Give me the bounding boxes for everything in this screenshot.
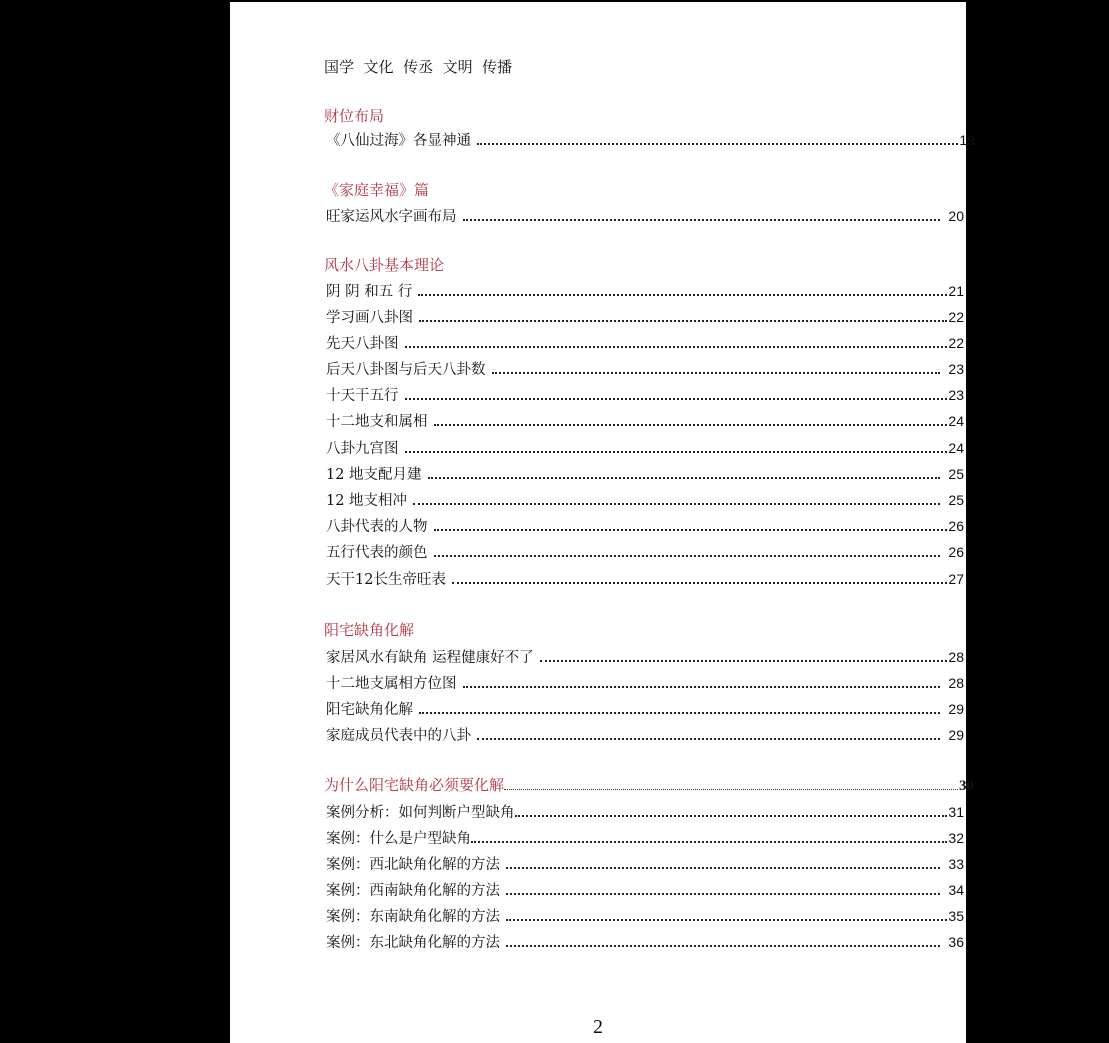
toc-entry[interactable] [326,931,964,951]
toc-entry-title: 12 地支配月建 [326,467,422,483]
toc-entry[interactable] [326,672,964,692]
leader-dots [452,582,947,584]
toc-entry-page: 24 [948,413,964,429]
toc-entry-page: 22 [948,335,964,351]
toc-entry[interactable] [326,410,964,430]
toc-entry[interactable] [326,280,964,300]
toc-entry-page: 21 [948,283,964,299]
toc-entry-title: 案例：西南缺角化解的方法 [326,883,500,899]
toc-entry[interactable] [326,463,964,483]
toc-entry-page: 30 [959,778,974,794]
leader-dots [477,738,940,740]
toc-entry-title: 十天干五行 [326,388,399,404]
leader-dots [418,294,947,296]
leader-dots [540,660,948,662]
leader-dots [405,451,948,453]
toc-entry[interactable] [326,306,964,326]
toc-entry[interactable] [326,437,964,457]
section-title: 《家庭幸福》篇 [324,181,430,199]
toc-entry-title: 旺家运风水字画布局 [326,209,457,225]
leader-dots [405,398,948,400]
toc-entry-title: 家居风水有缺角 运程健康好不了 [326,650,534,666]
toc-entry-title: 案例：东南缺角化解的方法 [326,909,500,925]
toc-entry-title: 阳宅缺角化解 [326,702,413,718]
leader-dots [506,919,947,921]
toc-entry-page: 32 [948,830,964,846]
leader-dots [405,346,948,348]
toc-entry[interactable] [326,646,964,666]
toc-entry-title: 八卦代表的人物 [326,519,428,535]
document-page [230,2,975,1043]
page-header: 国学 文化 传丞 文明 传播 [324,58,513,76]
toc-entry-page: 28 [948,675,964,691]
leader-dots [492,372,941,374]
toc-entry-title: 五行代表的颜色 [326,545,428,561]
leader-dots [471,841,947,843]
toc-entry-page: 25 [948,492,964,508]
toc-entry-page: 34 [948,882,964,898]
toc-entry-title: 案例分析：如何判断户型缺角 [326,805,515,821]
leader-dots [504,789,958,790]
toc-entry-title: 天干12长生帝旺表 [326,572,446,588]
toc-entry-page: 19 [959,132,975,148]
toc-section-entry[interactable] [324,774,974,794]
toc-entry-page: 29 [948,727,964,743]
toc-entry-page: 24 [948,440,964,456]
section-title: 风水八卦基本理论 [324,256,445,274]
leader-dots [506,867,940,869]
toc-entry-title: 12 地支相冲 [326,493,408,509]
leader-dots [428,477,941,479]
toc-entry-title: 《八仙过海》各显神通 [326,133,471,149]
toc-entry[interactable] [326,129,975,149]
leader-dots [434,555,941,557]
toc-entry[interactable] [326,541,964,561]
toc-entry-page: 36 [948,934,964,950]
toc-entry-page: 28 [948,649,964,665]
toc-entry[interactable] [326,698,964,718]
section-title: 阳宅缺角化解 [324,621,415,639]
toc-entry[interactable] [326,827,964,847]
toc-entry-title: 学习画八卦图 [326,310,413,326]
toc-entry[interactable] [326,879,964,899]
section-title: 财位布局 [324,107,385,125]
toc-entry-page: 25 [948,466,964,482]
toc-entry[interactable] [326,205,964,225]
toc-entry-title: 十二地支属相方位图 [326,676,457,692]
leader-dots [477,143,958,145]
toc-entry[interactable] [326,489,964,509]
toc-entry-page: 33 [948,856,964,872]
toc-entry-page: 26 [948,518,964,534]
toc-entry[interactable] [326,384,964,404]
toc-entry-page: 22 [948,309,964,325]
leader-dots [463,219,941,221]
toc-entry-page: 31 [948,804,964,820]
leader-dots [434,424,948,426]
toc-entry-page: 29 [948,701,964,717]
toc-entry-page: 26 [948,544,964,560]
leader-dots [515,815,948,817]
toc-entry[interactable] [326,853,964,873]
toc-entry-title: 先天八卦图 [326,336,399,352]
toc-entry-page: 23 [948,361,964,377]
leader-dots [506,893,940,895]
page-number: 2 [593,1016,603,1038]
toc-entry[interactable] [326,515,964,535]
toc-entry[interactable] [326,724,964,744]
toc-entry-page: 27 [948,571,964,587]
toc-entry-title: 八卦九宫图 [326,441,399,457]
toc-entry-title: 家庭成员代表中的八卦 [326,728,471,744]
leader-dots [413,503,940,505]
leader-dots [419,320,947,322]
toc-entry[interactable] [326,358,964,378]
toc-entry-title: 案例：什么是户型缺角 [326,831,471,847]
leader-dots [419,712,940,714]
toc-entry[interactable] [326,801,964,821]
toc-entry-page: 20 [948,208,964,224]
toc-entry-title: 案例：西北缺角化解的方法 [326,857,500,873]
leader-dots [463,686,941,688]
toc-entry-title: 阴 阴 和五 行 [326,284,413,300]
leader-dots [434,529,948,531]
leader-dots [506,945,940,947]
toc-entry-title: 后天八卦图与后天八卦数 [326,362,486,378]
toc-entry[interactable] [326,332,964,352]
toc-entry[interactable] [326,905,964,925]
toc-entry-page: 35 [948,908,964,924]
toc-entry-page: 23 [948,387,964,403]
toc-entry-title: 案例：东北缺角化解的方法 [326,935,500,951]
toc-entry[interactable] [326,568,964,588]
toc-entry-title: 十二地支和属相 [326,414,428,430]
section-title: 为什么阳宅缺角必须要化解 [324,776,505,794]
